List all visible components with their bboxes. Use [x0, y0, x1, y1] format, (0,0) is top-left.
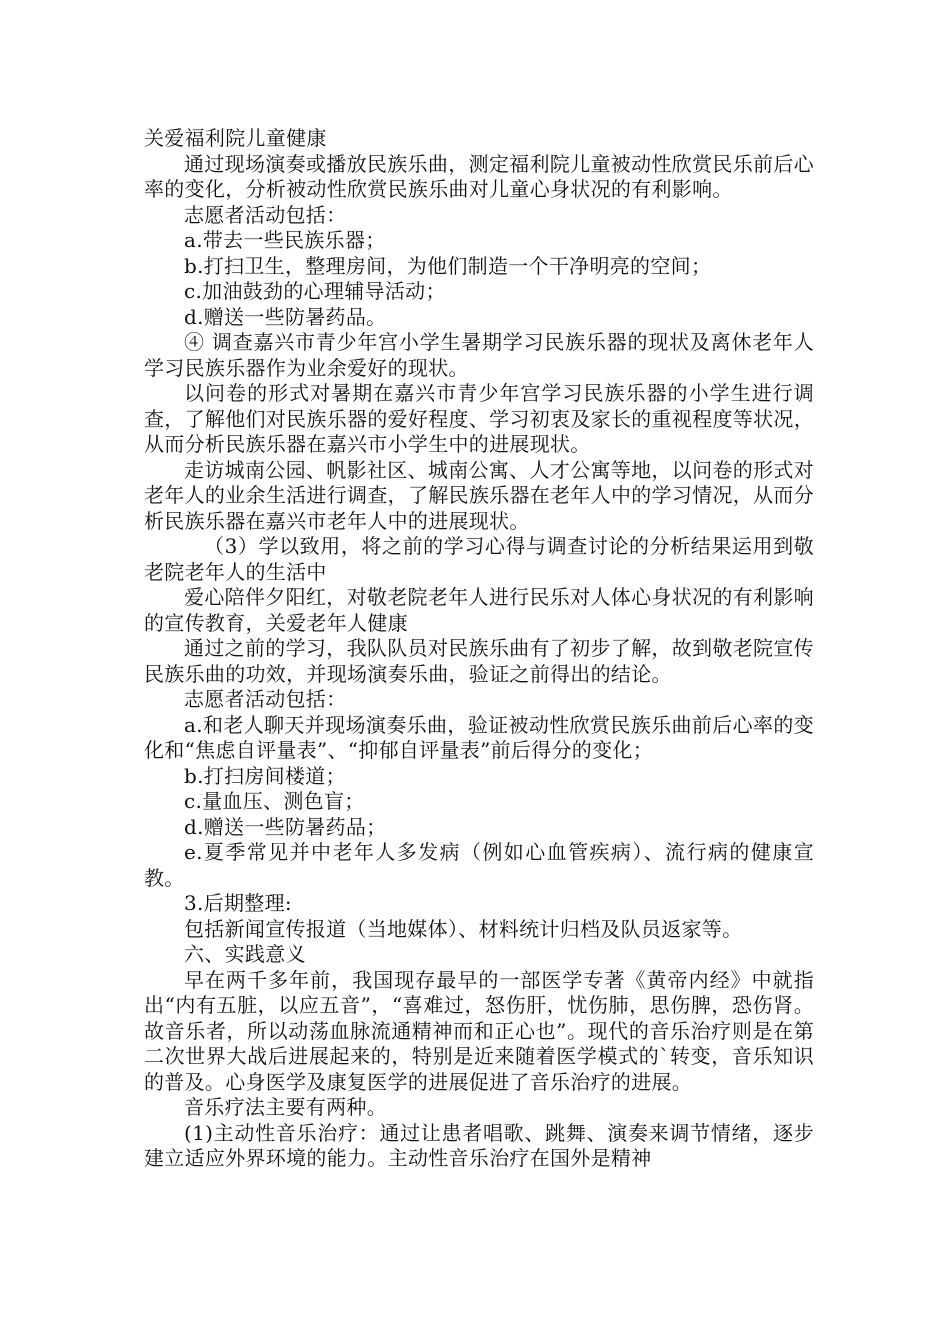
section-heading: 关爱福利院儿童健康	[144, 126, 327, 150]
list-intro: 志愿者活动包括：	[184, 687, 347, 711]
subsection-heading: （3）学以致用，将之前的学习心得与调查讨论的分析结果运用到敬老院老年人的生活中	[144, 534, 814, 584]
subsection-heading: ④ 调查嘉兴市青少年宫小学生暑期学习民族乐器的现状及离休老年人学习民族乐器作为业余爱好的现状。	[144, 330, 814, 380]
list-item: a.带去一些民族乐器；	[184, 228, 386, 252]
list-item: d.赠送一些防暑药品。	[184, 304, 387, 329]
list-item: c.加油鼓劲的心理辅导活动；	[184, 279, 446, 303]
list-item: a.和老人聊天并现场演奏乐曲，验证被动性欣赏民族乐曲前后心率的变化和“焦虑自评量表”、“抑郁自评量表”前后得分的变化；	[144, 712, 814, 762]
subsection-heading: 3.后期整理:	[184, 891, 292, 915]
paragraph: 音乐疗法主要有两种。	[184, 1095, 387, 1119]
paragraph: 爱心陪伴夕阳红，对敬老院老年人进行民乐对人体心身状况的有利影响的宣传教育，关爱老年人健康	[144, 585, 814, 635]
list-item: b.打扫房间楼道；	[184, 763, 346, 788]
paragraph: 以问卷的形式对暑期在嘉兴市青少年宫学习民族乐器的小学生进行调查，了解他们对民族乐器的爱好程度、学习初衷及家长的重视程度等状况，从而分析民族乐器在嘉兴市小学生中的进展现状。	[144, 381, 814, 456]
document-body	[144, 126, 814, 1172]
section-heading: 六、实践意义	[184, 942, 306, 966]
paragraph: (1)主动性音乐治疗：通过让患者唱歌、跳舞、演奏来调节情绪，逐步建立适应外界环境的能力。主动性音乐治疗在国外是精神	[144, 1120, 814, 1170]
paragraph: 通过之前的学习，我队队员对民族乐曲有了初步了解，故到敬老院宣传民族乐曲的功效，并现场演奏乐曲，验证之前得出的结论。	[144, 636, 814, 686]
paragraph: 走访城南公园、帆影社区、城南公寓、人才公寓等地，以问卷的形式对老年人的业余生活进行调查，了解民族乐器在老年人中的学习情况，从而分析民族乐器在嘉兴市老年人中的进展现状。	[144, 457, 814, 533]
list-item: b.打扫卫生，整理房间，为他们制造一个干净明亮的空间；	[184, 253, 712, 278]
list-item: c.量血压、测色盲；	[184, 789, 365, 813]
paragraph: 通过现场演奏或播放民族乐曲，测定福利院儿童被动性欣赏民乐前后心率的变化，分析被动性欣赏民族乐曲对儿童心身状况的有利影响。	[144, 151, 814, 201]
list-item: d.赠送一些防暑药品；	[184, 814, 387, 839]
paragraph: 早在两千多年前，我国现存最早的一部医学专著《黄帝内经》中就指出“内有五脏，以应五音”，“喜难过，怒伤肝，忧伤肺，思伤脾，恐伤肾。故音乐者，所以动荡血脉流通精神而和正心也”。现代的音乐治疗则是在第二次世界大战后进展起来的，特别是近来随着医学模式的`转变，音乐知识的普及。心身医学及康复医学的进展促进了音乐治疗的进展。	[144, 967, 814, 1094]
paragraph: 包括新闻宣传报道（当地媒体）、材料统计归档及队员返家等。	[184, 916, 743, 941]
list-intro: 志愿者活动包括：	[184, 202, 347, 227]
list-item: e.夏季常见并中老年人多发病（例如心血管疾病）、流行病的健康宣教。	[144, 840, 814, 890]
